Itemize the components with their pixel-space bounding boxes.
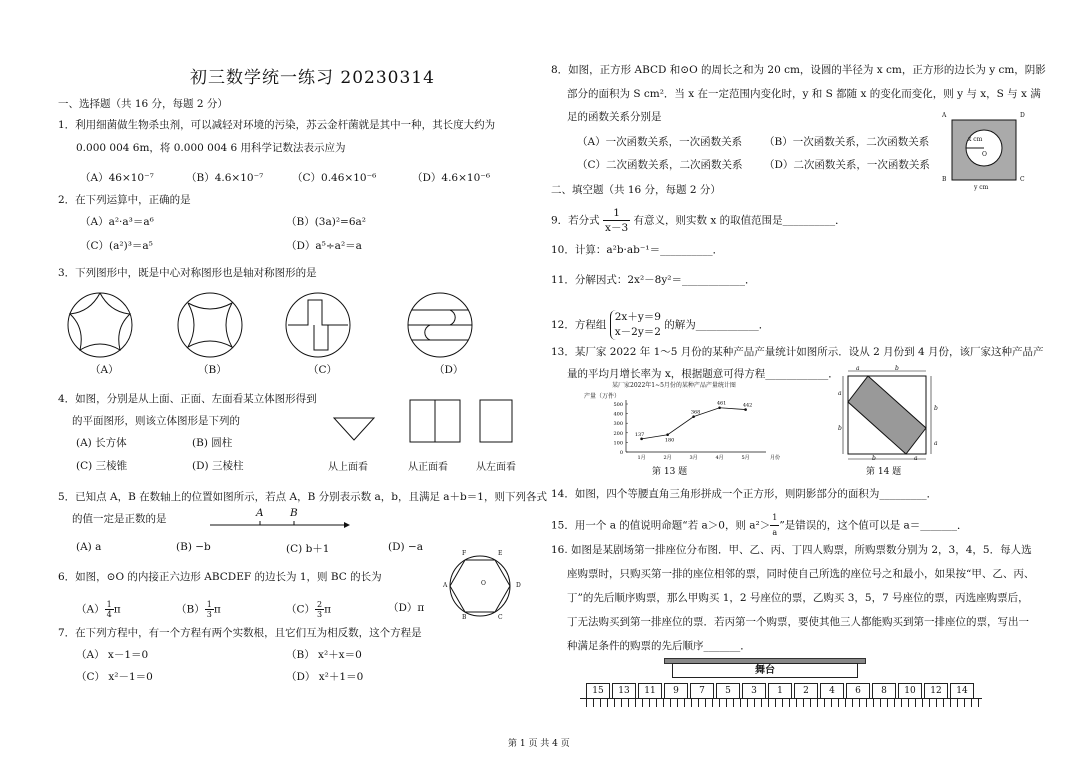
q3-figure-d[interactable] [408, 293, 472, 357]
q1-stem-line1: 1．利用细菌做生物杀虫剂，可以减轻对环境的污染，苏云金杆菌就是其中一种，其长度大约为 [58, 119, 496, 131]
chart13-data-label: 442 [742, 402, 753, 409]
q5-option-b[interactable]: (B) −b [176, 541, 211, 553]
q9-line: 9．若分式 $\frac{1}{x-3}$ 有意义，则实数 x 的取值范围是__________． [551, 207, 846, 234]
q6-option-c[interactable]: （C） $\frac{2}{3}$ π [286, 600, 332, 619]
seat-13[interactable]: 13 [612, 683, 636, 699]
q6-stem: 6．如图，⊙O 的内接正六边形 ABCDEF 的边长为 1，则 BC 的长为 [58, 571, 382, 583]
chart13-ytick: 0 [619, 450, 623, 456]
q6-option-a[interactable]: （A） $\frac{1}{4}$ π [76, 600, 121, 619]
chart13-point [744, 408, 747, 411]
q4-view-left-label: 从左面看 [476, 462, 516, 473]
q13-line-chart [600, 400, 780, 460]
q1-option-c[interactable]: （C）0.46×10⁻⁶ [292, 172, 377, 184]
q13-stem-line2: 量的平均月增长率为 x，根据题意可得方程____________． [567, 368, 839, 380]
q5-number-line [210, 515, 350, 535]
q2-option-c[interactable]: （C）(a²)³＝a⁵ [80, 240, 153, 252]
q13-stem-line1: 13．某厂家 2022 年 1～5 月份的某种产品产量统计如图所示．设从 2 月份到 4 月份，该厂家这种产品产 [551, 346, 1044, 358]
q3-figure-a[interactable] [68, 293, 132, 357]
chart13-ytick: 500 [613, 402, 623, 408]
q3-figure-c[interactable] [286, 293, 350, 357]
q8-option-b[interactable]: （B）一次函数关系，二次函数关系 [764, 136, 930, 148]
stage-label: 舞台 [672, 663, 858, 678]
q8-stem-line2: 部分的面积为 S cm²．当 x 在一定范围内变化时，y 和 S 都随 x 的变化而变化，则 y 与 x，S 与 x 满 [567, 88, 1041, 100]
q14-label-top-b: b [895, 365, 899, 372]
q4-option-a[interactable]: (A) 长方体 [76, 437, 127, 449]
chart13-ytick: 300 [613, 421, 623, 428]
seat-8[interactable]: 8 [872, 683, 896, 699]
q6-label-b: B [462, 614, 467, 621]
q12-line: 12．方程组 2x＋y＝9 x－2y＝2 的解为____________． [551, 311, 770, 338]
q6-option-b[interactable]: （B） $\frac{1}{3}$ π [176, 600, 221, 619]
q14-label-left-b: b [838, 425, 842, 432]
q14-label-top-a: a [856, 365, 860, 372]
q8-label-c: C [1020, 176, 1025, 183]
chart13-ytick: 400 [613, 411, 623, 418]
q16-stem-line4: 丁无法购买到第一排座位的票．若丙第一个购票，要使其他三人都能购买到第一排座位的票，写出一 [567, 616, 1029, 628]
q4-view-front-label: 从正面看 [408, 462, 448, 473]
q3-option-b[interactable]: （B） [198, 364, 227, 376]
q8-label-o: O [982, 151, 987, 158]
q4-option-d[interactable]: (D) 三棱柱 [192, 460, 244, 472]
section-choice-heading: 一、选择题（共 16 分，每题 2 分） [58, 98, 228, 110]
q7-stem: 7．在下列方程中，有一个方程有两个实数根，且它们互为相反数，这个方程是 [58, 627, 422, 639]
q8-label-y: y cm [974, 184, 989, 191]
q14-stem: 14．如图，四个等腰直角三角形拼成一个正方形，则阴影部分的面积为_________． [551, 488, 938, 500]
q7-option-a[interactable]: （A） x－1＝0 [76, 649, 149, 661]
q3-option-d[interactable]: （D） [434, 364, 464, 376]
q4-view-top-label: 从上面看 [328, 462, 368, 473]
seat-9[interactable]: 9 [664, 683, 688, 699]
chart13-point [718, 406, 721, 409]
q6-label-d: D [516, 582, 521, 589]
seat-2[interactable]: 2 [794, 683, 818, 699]
seat-base [580, 698, 982, 707]
q2-stem: 2．在下列运算中，正确的是 [58, 194, 191, 206]
q8-label-d: D [1020, 112, 1025, 119]
chart13-data-label: 368 [690, 409, 701, 416]
q8-stem-line1: 8．如图，正方形 ABCD 和⊙O 的周长之和为 20 cm，设圆的半径为 x cm，正方形的边长为 y cm，阴影 [551, 64, 1046, 76]
q5-point-a-label: A [256, 507, 264, 519]
chart13-point [640, 438, 643, 441]
q14-label-right-b: b [934, 405, 938, 412]
q13-chart-title: 某厂家2022年1~5月份的某种产品产量统计图 [612, 382, 736, 389]
chart13-data-label: 461 [716, 400, 727, 407]
q8-option-c[interactable]: （C）二次函数关系，二次函数关系 [577, 159, 743, 171]
q6-label-c: C [498, 614, 503, 621]
seat-7[interactable]: 7 [690, 683, 714, 699]
seat-10[interactable]: 10 [898, 683, 922, 699]
q1-option-b[interactable]: （B）4.6×10⁻⁷ [186, 172, 264, 184]
q4-option-b[interactable]: (B) 圆柱 [192, 437, 233, 449]
q3-option-c[interactable]: （C） [308, 364, 338, 376]
q7-option-d[interactable]: （D） x²＋1＝0 [286, 671, 364, 683]
q6-label-f: F [462, 550, 467, 557]
q8-label-a: A [942, 112, 947, 119]
q5-option-c[interactable]: (C) b＋1 [286, 543, 330, 555]
chart13-data-label: 137 [634, 431, 645, 438]
q6-label-o: O [481, 580, 486, 587]
seat-6[interactable]: 6 [846, 683, 870, 699]
q3-option-a[interactable]: （A） [90, 364, 119, 376]
q2-option-a[interactable]: （A）a²·a³＝a⁶ [80, 216, 154, 228]
q1-stem-line2: 0.000 004 6m，将 0.000 004 6 用科学记数法表示应为 [76, 142, 346, 154]
q7-option-b[interactable]: （B） x²＋x＝0 [286, 649, 362, 661]
q6-label-a: A [443, 582, 448, 589]
chart13-ytick: 200 [613, 430, 623, 437]
q8-label-b: B [942, 176, 947, 183]
q8-stem-line3: 足的函数关系分别是 [567, 111, 662, 123]
seat-3[interactable]: 3 [742, 683, 766, 699]
q13-chart-ylabel: 产量（万件） [584, 393, 621, 400]
q1-option-d[interactable]: （D）4.6×10⁻⁶ [412, 172, 491, 184]
q13-caption: 第 13 题 [652, 467, 688, 477]
q5-point-b-label: B [290, 507, 298, 519]
q5-option-a[interactable]: (A) a [76, 541, 102, 553]
q6-label-e: E [498, 550, 503, 557]
q2-option-d[interactable]: （D）a⁵÷a²＝a [286, 240, 362, 252]
chart13-xtick: 1月 [637, 455, 646, 461]
q3-figure-b[interactable] [178, 293, 242, 357]
q8-option-a[interactable]: （A）一次函数关系，一次函数关系 [577, 136, 743, 148]
q4-stem-line2: 的平面图形，则该立体图形是下列的 [72, 415, 240, 427]
q5-stem-line2: 的值一定是正数的是 [72, 513, 167, 525]
q8-label-x: x cm [968, 136, 983, 143]
chart13-xtick: 2月 [663, 455, 672, 461]
q4-three-views [330, 398, 530, 448]
q3-figures [60, 290, 480, 360]
q8-option-d[interactable]: （D）二次函数关系，一次函数关系 [764, 159, 930, 171]
chart13-ytick: 100 [613, 440, 623, 447]
seat-1[interactable]: 1 [768, 683, 792, 699]
q5-stem-line1: 5．已知点 A，B 在数轴上的位置如图所示，若点 A，B 分别表示数 a，b，且满足 a＋b＝1，则下列各式 [58, 491, 547, 503]
q4-left-view [480, 400, 512, 442]
seat-15[interactable]: 15 [586, 683, 610, 699]
q5-option-d[interactable]: (D) −a [388, 541, 424, 553]
q14-label-left-a: a [838, 390, 842, 397]
q4-top-view-triangle [334, 418, 374, 440]
q4-option-c[interactable]: (C) 三棱锥 [76, 460, 128, 472]
seat-5[interactable]: 5 [716, 683, 740, 699]
chart13-xtick: 3月 [689, 455, 698, 461]
chart13-xtick: 4月 [715, 455, 724, 461]
q11-line: 11．分解因式：2x²－8y²＝____________． [551, 274, 756, 286]
q16-stem-line2: 座购票时，只购买第一排的座位相邻的票，同时使自己所选的座位号之和最小，如果按“甲、乙、丙、 [567, 568, 1035, 580]
chart13-data-label: 180 [664, 437, 675, 444]
chart13-xtick: 5月 [741, 455, 750, 461]
q1-option-a[interactable]: （A）46×10⁻⁷ [80, 172, 154, 184]
seat-4[interactable]: 4 [820, 683, 844, 699]
seat-12[interactable]: 12 [924, 683, 948, 699]
section-fill-heading: 二、填空题（共 16 分，每题 2 分） [551, 184, 721, 196]
chart13-xlabel: 月份 [770, 455, 781, 461]
q15-line: 15．用一个 a 的值说明命题“若 a＞0，则 a²＞ $\frac{1}{a}$ ”是错误的，这个值可以是 a＝_______． [551, 513, 968, 537]
q14-label-bottom-b: b [872, 455, 876, 462]
chart13-point [692, 415, 695, 418]
q16-stem-line1: 16. 如图是某剧场第一排座位分布图．甲、乙、丙、丁四人购票，所购票数分别为 2，3，4，5．每人选 [551, 544, 1032, 556]
q4-stem-line1: 4．如图，分别是从上面、正面、左面看某立体图形得到 [58, 393, 317, 405]
seat-11[interactable]: 11 [638, 683, 662, 699]
q16-stem-line3: 丁”的先后顺序购票，那么甲购买 1，2 号座位的票，乙购买 3，5，7 号座位的票，丙选座购票后， [567, 592, 1029, 604]
q16-stem-line5: 种满足条件的购票的先后顺序_______． [567, 640, 751, 652]
chart13-point [666, 433, 669, 436]
q14-label-right-a: a [934, 440, 938, 447]
q7-option-c[interactable]: （C） x²－1＝0 [76, 671, 153, 683]
page-title: 初三数学统一练习 20230314 [190, 68, 435, 88]
seat-14[interactable]: 14 [950, 683, 974, 699]
q6-option-d[interactable]: （D）π [388, 602, 425, 614]
page-footer: 第 1 页 共 4 页 [508, 739, 570, 749]
q14-square-figure [840, 368, 940, 468]
q14-label-bottom-a: a [914, 455, 918, 462]
q10-line: 10．计算：a²b·ab⁻¹＝__________． [551, 244, 724, 256]
q3-stem: 3．下列图形中，既是中心对称图形也是轴对称图形的是 [58, 267, 317, 279]
q2-option-b[interactable]: （B）(3a)²=6a² [286, 216, 367, 228]
q14-caption: 第 14 题 [866, 467, 902, 477]
